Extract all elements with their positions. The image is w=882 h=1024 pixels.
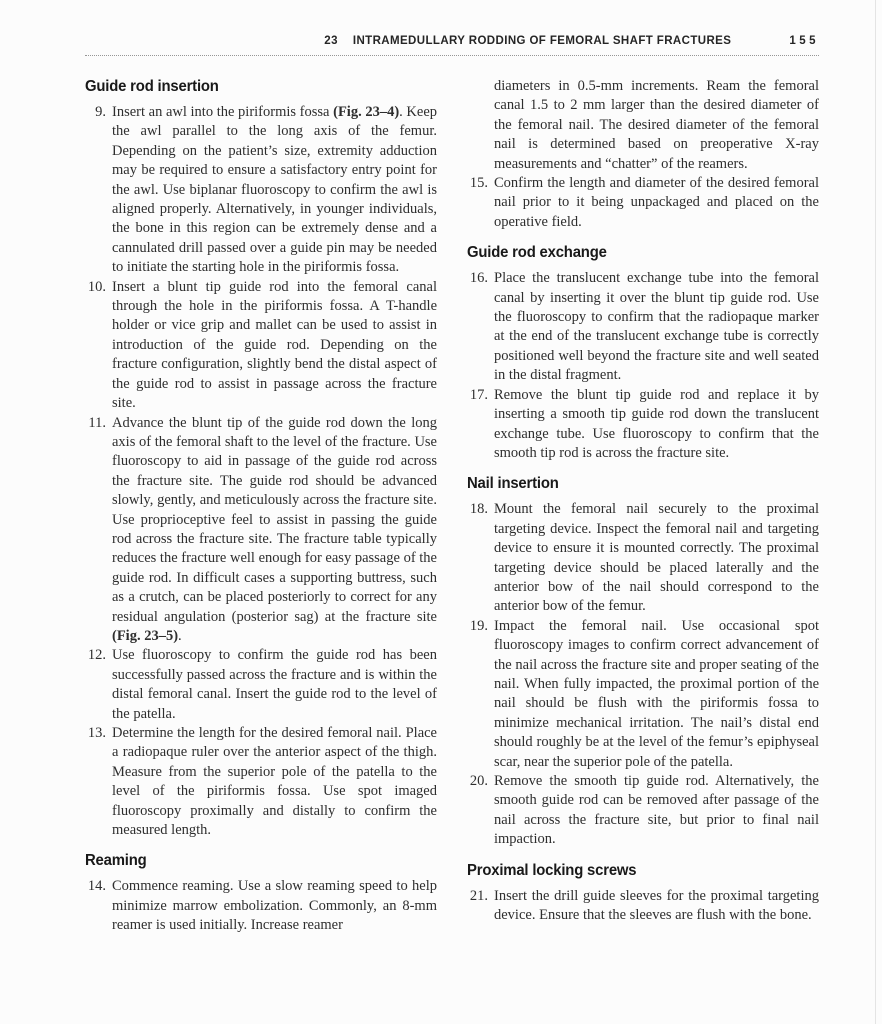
chapter-title: INTRAMEDULLARY RODDING OF FEMORAL SHAFT FRACTURES bbox=[352, 35, 732, 47]
step-text: Remove the smooth tip guide rod. Alternatively, the smooth guide rod can be removed after passage of the nail across the fracture site, but prior to final nail impaction. bbox=[494, 773, 819, 848]
numbered-step bbox=[467, 269, 819, 385]
step-number: 10. bbox=[87, 278, 106, 295]
step-text: Mount the femoral nail securely to the proximal targeting device. Inspect the femoral nail and targeting device to ensure it is mounted correctly. The proximal targeting device should be placed laterally and the anterior bow of the nail should correspond to the anterior bow of the femur. bbox=[494, 501, 819, 615]
step-number: 14. bbox=[87, 878, 106, 895]
section-heading: Guide rod insertion bbox=[85, 78, 219, 95]
step-text: Confirm the length and diameter of the desired femoral nail prior to it being unpackaged and placed on the operative field. bbox=[494, 175, 819, 230]
numbered-step bbox=[467, 772, 819, 850]
numbered-step bbox=[467, 617, 819, 772]
numbered-step bbox=[467, 174, 819, 232]
left-column bbox=[85, 77, 437, 936]
page-edge-shadow bbox=[875, 0, 876, 1024]
page-number: 155 bbox=[789, 35, 819, 47]
numbered-step bbox=[467, 887, 819, 926]
step-text: Impact the femoral nail. Use occasional spot fluoroscopy images to confirm correct advancement of the nail across the fracture site and proper seating of the nail. When fully impacted, the proximal portion of the nail should be flush with the piriformis fossa to minimize mechanical irritation. The nail’s distal end should roughly be at the level of the femur’s epiphyseal scar, near the superior pole of the patella. bbox=[494, 617, 819, 770]
step-number: 16. bbox=[469, 270, 488, 287]
step-number: 9. bbox=[95, 104, 106, 120]
step-number: 21. bbox=[469, 887, 488, 904]
step-text: Use fluoroscopy to confirm the guide rod has been successfully passed across the fracture and is within the distal femoral canal. Insert the guide rod to the level of the patella. bbox=[112, 647, 437, 722]
numbered-step bbox=[85, 724, 437, 840]
step-text: Insert an awl into the piriformis fossa (Fig. 23–4). Keep the awl parallel to the long axis of the femur. Depending on the patient’s size, extremity adduction may be required to ensure a satisfactory entry point for the awl. Use biplanar fluoroscopy to confirm the awl is aligned properly. Alternatively, in younger individuals, the bone in this region can be extremely dense and a cannulated drill passed over a guide pin may be needed to initiate the starting hole in the piriformis fossa. bbox=[112, 104, 438, 276]
section-heading: Reaming bbox=[85, 852, 147, 870]
step-number: 12. bbox=[87, 647, 106, 664]
numbered-step bbox=[85, 646, 437, 724]
two-column-layout bbox=[85, 77, 819, 936]
section-heading: Nail insertion bbox=[467, 475, 559, 493]
numbered-step bbox=[85, 414, 437, 647]
step-text: Determine the length for the desired femoral nail. Place a radiopaque ruler over the anterior aspect of the thigh. Measure from the superior pole of the patella to the level of the piriformis fossa. Use spot imaged fluoroscopy proximally and distally to confirm the measured length. bbox=[112, 725, 437, 839]
right-column bbox=[467, 77, 819, 936]
step-number: 19. bbox=[469, 617, 488, 634]
step-number: 11. bbox=[88, 414, 106, 431]
step-text: Commence reaming. Use a slow reaming speed to help minimize marrow embolization. Commonly, an 8-mm reamer is used initially. Increase reamer bbox=[112, 878, 437, 934]
numbered-step bbox=[467, 386, 819, 464]
section-heading: Guide rod exchange bbox=[467, 244, 607, 262]
chapter-number: 23 bbox=[324, 35, 338, 47]
numbered-step bbox=[85, 103, 437, 278]
header-dotted-rule bbox=[85, 55, 819, 56]
section-heading: Proximal locking screws bbox=[467, 861, 637, 879]
numbered-step bbox=[85, 278, 437, 414]
numbered-step bbox=[467, 500, 819, 616]
step-text: Insert the drill guide sleeves for the proximal targeting device. Ensure that the sleeves are flush with the bone. bbox=[494, 887, 819, 924]
step-number: 20. bbox=[469, 773, 488, 789]
step-continuation bbox=[467, 77, 819, 174]
step-text: Advance the blunt tip of the guide rod down the long axis of the femoral shaft to the level of the fracture. Use fluoroscopy to aid in passage of the guide rod across the fracture site. The guide rod should be advanced slowly, gently, and meticulously across the fracture site. Use proprioceptive feel to assist in passing the guide rod across the fracture site. The fracture table typically reduces the fracture well enough for easy passage of the guide rod. In difficult cases a supporting buttress, such as a crutch, can be placed posteriorly to correct for any residual angulation (posterior sag) at the fracture site (Fig. 23–5). bbox=[112, 414, 437, 644]
step-text: Place the translucent exchange tube into the femoral canal by inserting it over the blunt tip guide rod. Use the fluoroscopy to confirm that the radiopaque marker at the end of the translucent exchange tube is correctly positioned well beyond the fracture site and well seated in the distal fragment. bbox=[494, 270, 819, 384]
page-header bbox=[85, 34, 819, 48]
step-number: 18. bbox=[469, 501, 488, 518]
step-text: Remove the blunt tip guide rod and replace it by inserting a smooth tip guide rod down the translucent exchange tube. Use fluoroscopy to confirm that the smooth tip rod is across the fracture site. bbox=[494, 386, 819, 461]
step-number: 13. bbox=[87, 725, 106, 741]
numbered-step bbox=[85, 877, 437, 935]
book-page bbox=[85, 34, 819, 936]
step-text: Insert a blunt tip guide rod into the femoral canal through the hole in the piriformis fossa. A T-handle holder or vice grip and mallet can be used to assist in introduction of the guide rod. Depending on the fracture configuration, slightly bend the distal aspect of the guide rod to assist in passage across the fracture site. bbox=[112, 278, 437, 412]
step-number: 17. bbox=[469, 386, 488, 403]
step-number: 15. bbox=[469, 175, 488, 192]
step-text: diameters in 0.5-mm increments. Ream the femoral canal 1.5 to 2 mm larger than the desired diameter of the femoral nail. The desired diameter of the femoral nail is determined based on preoperative X-ray measurements and “chatter” of the reamers. bbox=[494, 78, 819, 172]
